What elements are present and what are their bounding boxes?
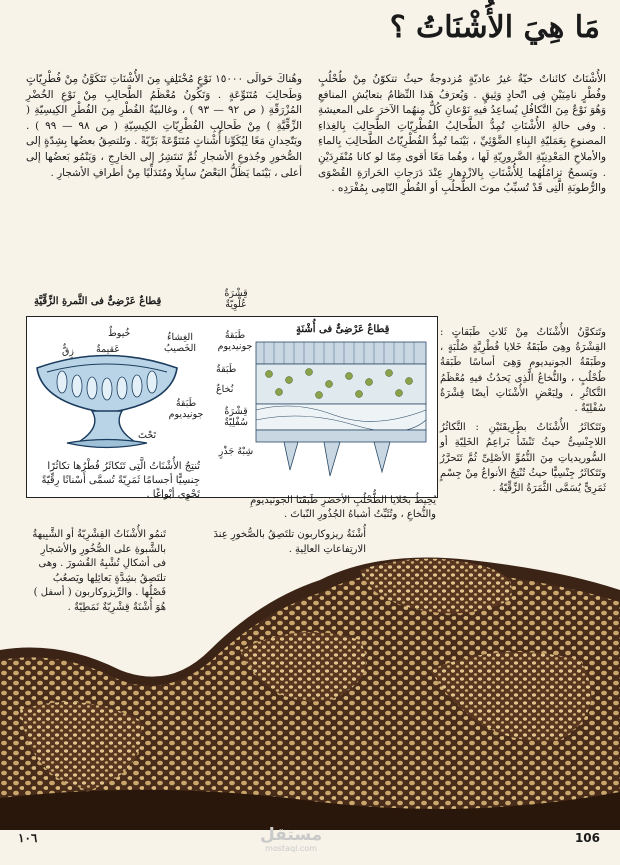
watermark-url: mostaql.com — [265, 844, 317, 853]
label-layer: طَبَقةٌ — [216, 364, 237, 375]
diagram — [26, 288, 436, 530]
label-pseudo-root: شِبْهُ جَذْرٍ — [218, 446, 254, 457]
caption-crustose: تَنمُو الأُشْنَاتُ القِشْرِيّةُ أو الشَّبِيهةُ بالشَّبوةِ على الصُّخُورِ والأشجارِ فى أشكالِ تُشْبِهُ القُشورَ . وهى تلتَصِقُ بشِدَّةٍ بَعائِلِها ويَصعُبُ فَصْلُها . والرِّيزوكاربون ( أسفل ) هُوَ أُشْنَةٌ قِشْرِيّةٌ نَمَطِيّةٌ . — [32, 529, 166, 613]
label-gonidium-left: طَبَقةُ جونيديوم — [168, 398, 204, 420]
label-hyphae: خُيوطٌ — [108, 328, 131, 339]
page-title: مَا هِيَ الأُشْنَاتُ ؟ — [389, 10, 600, 45]
paragraph: وهُناكَ حَوالَى ١٥٠٠٠ نَوْعٍ مُخْتَلِفٍ مِنَ الأُشْنَاتِ تَتَكَوَّنُ مِنْ فُطْرِيّاتٍ وَطَحالِبَ مُتَنَوِّعَةٍ . وَتَكُونُ مُعْظَمُ الطَّحالِبِ مِنْ نَوْعِ الخُضْرِ المُزْرَقّةِ ( ص ٩٢ — ٩٣ ) ، وغالبيّةُ الفُطْرِ مِنَ الفُطْرِ الكِيسِيّةِ ( الزِّقِّيَّةِ ) مِنْ طَحالِبِ الفُطْرِيّاتِ الكِيسِيّةِ ( ص ٩٨ — ٩٩ ) . ويَتّحِدانِ مَعًا لِيُكَوِّنا أُشْناتٍ مُتَنَوِّعَةً بَرِّيّةً . وتَلتصِقُ بعضُها بِشِدّةٍ إلى الصُّخورِ وجُذوعِ الأشجارِ ثُمَّ تَنتَشِرُ إلى الخارِجِ ، وَيَنْمُو بَعضُها إلى أعلى ، بَيْنَما يَظَلُّ البَعْضُ سابِلًا ومُتَدَلِّيًا مِنْ أطرافِ الأشجارِ . — [26, 73, 303, 179]
rock-lichen-illustration — [0, 540, 620, 830]
text-column-right-lower — [440, 325, 606, 500]
label-fertile-membrane: الغِشاءُ الخَصيبُ — [163, 332, 197, 354]
diagram-title-left: قِطاعٌ عَرْضِىٌّ فى الثَّمرةِ الزِّقِّيَّةِ — [34, 296, 162, 307]
paragraph: الأُشْنَاتُ كائناتٌ حيّةٌ غيرُ عاديّةٍ مُزدوجةٌ حيثُ تتكوّنُ مِنْ طُحْلُبٍ وفُطْرٍ نامِيَيْنِ فِى اتّحادٍ وَثِيقٍ . وَيُعرَفُ هَذا النِّظامُ بتعايُشِ المنافعِ وَهُوَ نَوْعٌ مِنَ التَّكافُلِ يُساعِدُ فيهِ نَوْعانِ كُلٌّ مِنهُما الآخرَ على المعيشةِ . وفى حالةِ الأُشْنَاتِ تُمِدُّ الطَّحالِبُ الفُطْرِيّاتِ الطَّحالِبَ بِالغِذاءِ المصنوعِ بِعَمَليّةِ البِناءِ الضَّوْئِيِّ ، بَيْنَما تُمِدُّ الفُطْرِيّاتُ الطَّحالِبَ بِالماءِ والأملاحِ المَعْدِنِيّةِ الضَّرورِيّةِ لَها ، وهُما مَعًا أقوى مِمّا لو كانا مُنْفَرِدَيْنِ . ويَسمحُ تزامُلُهُما لِلأُشْنَاتِ بِالازْدِهارِ عِنْدَ دَرَجاتِ الحَرارَةِ القُصْوَى والرُّطوبَةِ الَّتِى قَدْ تُسبِّبُ موتَ الطُّحلُبِ أو الفُطْرِ النّامِى بِمُفْرَدِه . — [318, 73, 606, 195]
watermark-logo: مستقل — [260, 825, 323, 845]
page-number-latin: 106 — [574, 831, 600, 845]
label-gonidium: طَبَقةُ جونيديوم — [217, 330, 253, 352]
paragraph: وتَتكوَّنُ الأُشْنَاتُ مِنْ ثَلاثِ طَبَقاتٍ : القِشْرَةُ وهِىَ طَبَقَةُ خَلايا فُطْرِيَّةٍ صُلْبَةٍ ، وطَبَقَةُ الجونيديومِ وَهِىَ أساسًا طَبَقةُ طُحْلُبٍ ، والنُّخاعُ الَّذِى يَحدُثُ فيهِ مُعْظَمُ التَّكاثُرِ ، ولِبَعْضِ الأُشْنَاتِ أيضًا قِشْرَةٌ سُفْلِيّةٌ . — [440, 327, 606, 415]
label-lower-cortex: قِشْرَةٌ سُفْلِيّةٌ — [224, 406, 248, 428]
text-column-left — [26, 72, 302, 181]
paragraph: وتَتَكاثَرُ الأُشْنَاتُ بطَرِيقَتَيْنِ : التَّكاثُرُ اللاجِنْسِىُّ حيثُ تَنْشَأُ بَراعِمُ الخَلِيّةِ أو السُّوريدياتِ مِنَ النُّمُوِّ الأصْلِىِّ ثُمَّ تَتَحرَّرُ وتَتَكاثَرُ جِنْسِيًّا حيثُ تُنْتِجُ الأنواعُ مِنْ جِسْمٍ ثَمَرِىٍّ يُسَمَّى الثَّمَرَةُ الزِّقِّيّةُ . — [440, 422, 606, 495]
label-sterile: عَقيمةٌ — [96, 344, 120, 355]
caption-rhizocarpon: أُشْنَةُ ريزوكاربون تلتَصِقُ بالصُّخورِ عِندَ الارتِفاعاتِ العالِيةِ . — [213, 529, 366, 555]
lichen-section-illustration — [254, 340, 430, 480]
watermark — [260, 826, 322, 853]
label-medulla: نُخاعٌ — [216, 384, 234, 395]
caption-ascocarp: تُنتِجُ الأُشْنَاتُ الَّتِى تَتَكاثَرُ فُطْرُها تكاثُرًا جِنسِيًّا أجسامًا ثَمَرِيّةً تُسمَّى أَسْنانًا رِقِّيّةً تَحْوِى أبْواغًا . — [41, 461, 200, 500]
label-ascus: زِقٌّ — [62, 346, 74, 357]
ascocarp-illustration — [32, 348, 182, 458]
label-beneath: تَحْتَ — [138, 430, 157, 441]
label-upper-cortex: قِشْرَةٌ عُلْوِيّةٌ — [224, 288, 248, 310]
page-number-arabic: ١٠٦ — [18, 831, 38, 845]
caption-lichen-section: يُحِيطُ بخَلايا الطُّحْلُبِ الأخضرِ طَبَقَتا الجونيديومِ والنُّخاعِ ، وتُثَبِّتُ أشباهُ الجُذُورِ النّباتَ . — [250, 495, 436, 520]
text-column-right — [318, 72, 606, 197]
diagram-title-right: قِطاعٌ عَرْضِىٌّ فى أُشْنَةٍ — [296, 324, 390, 335]
